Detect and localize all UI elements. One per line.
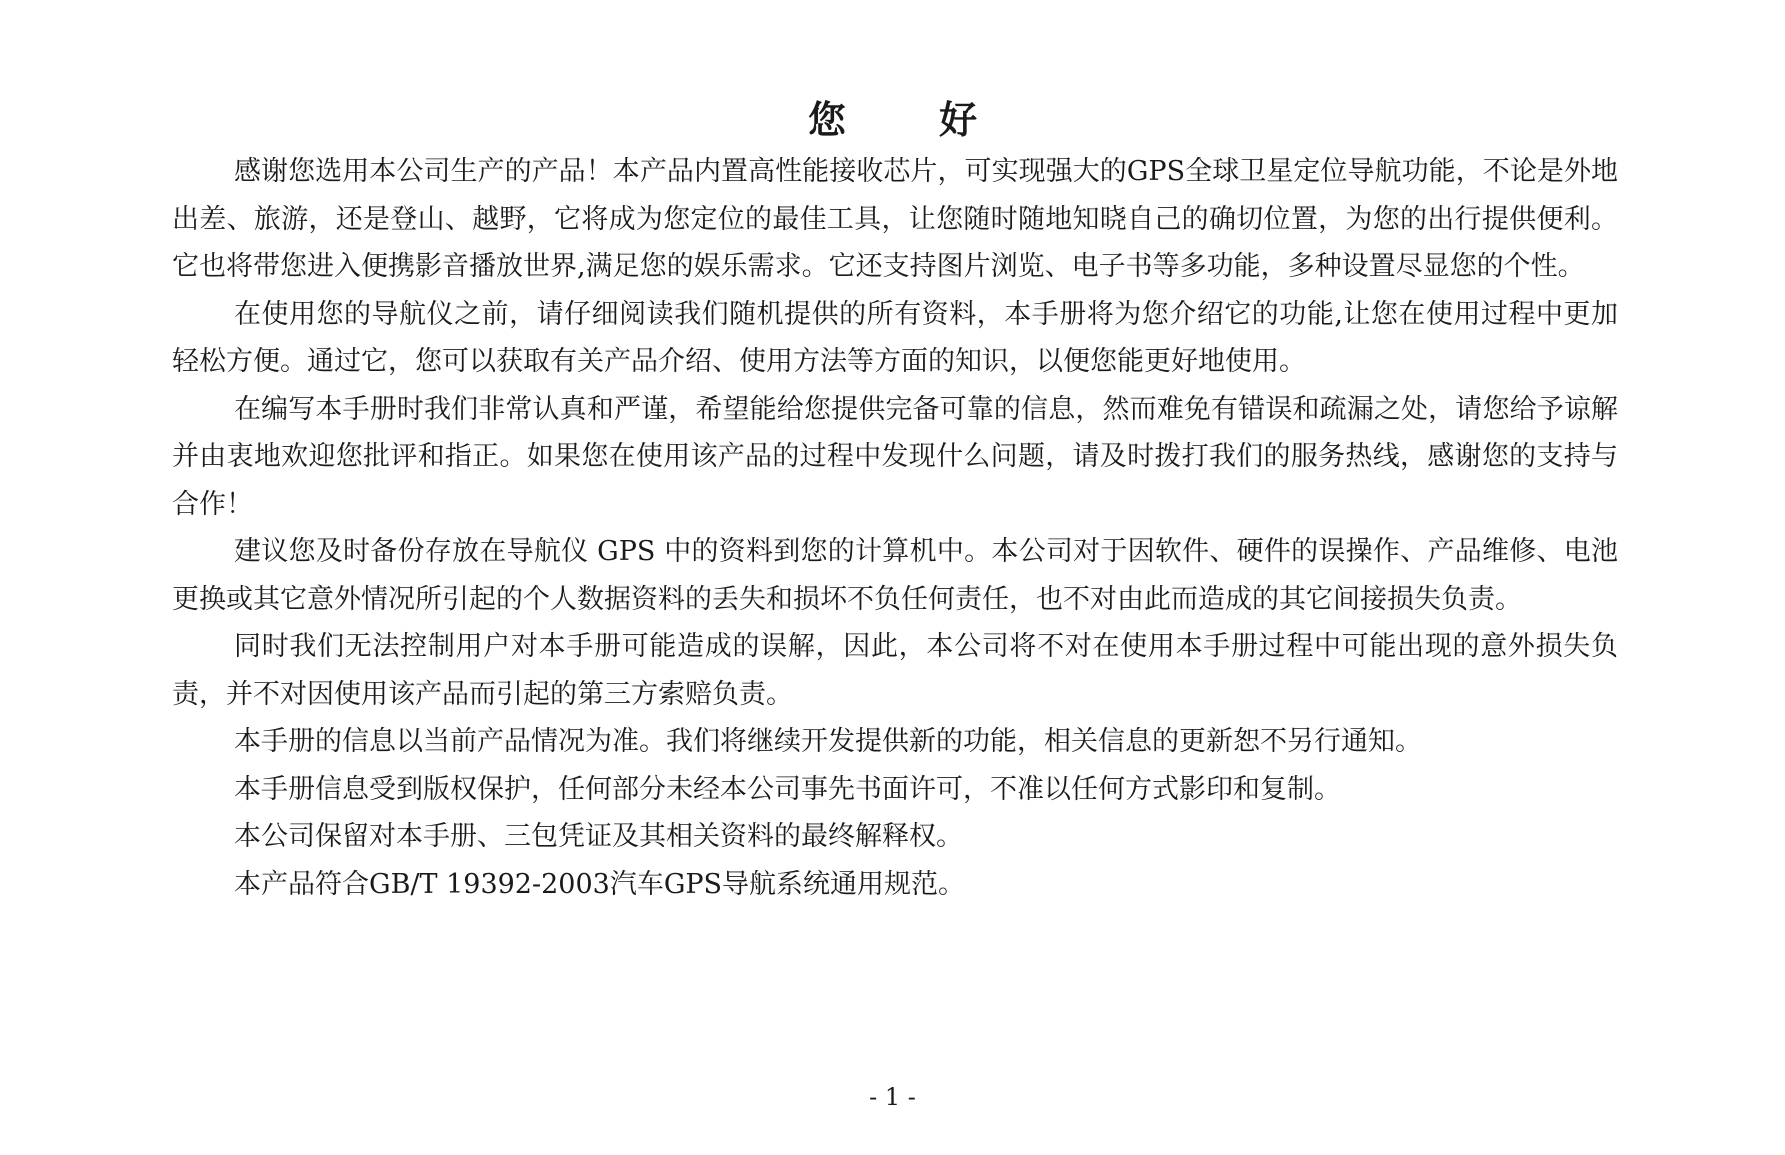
page-number: - 1 - <box>869 1083 916 1111</box>
body-text <box>172 148 1618 908</box>
page-title: 您 好 <box>807 97 1018 142</box>
paragraph-read-manual: 在使用您的导航仪之前，请仔细阅读我们随机提供的所有资料，本手册将为您介绍它的功能,让您在使用过程中更加轻松方便。通过它，您可以获取有关产品介绍、使用方法等方面的知识，以便您能更好地使用。 <box>172 298 1618 377</box>
paragraph-backup: 建议您及时备份存放在导航仪 GPS 中的资料到您的计算机中。本公司对于因软件、硬件的误操作、产品维修、电池更换或其它意外情况所引起的个人数据资料的丢失和损坏不负任何责任，也不对由此而造成的其它间接损失负责。 <box>172 536 1618 615</box>
paragraph-updates: 本手册的信息以当前产品情况为准。我们将继续开发提供新的功能，相关信息的更新恕不另行通知。 <box>234 726 1422 757</box>
paragraph-interpretation: 本公司保留对本手册、三包凭证及其相关资料的最终解释权。 <box>234 821 963 852</box>
paragraph-intro: 感谢您选用本公司生产的产品！本产品内置高性能接收芯片，可实现强大的GPS全球卫星定位导航功能，不论是外地出差、旅游，还是登山、越野，它将成为您定位的最佳工具，让您随时随地知晓自己的确切位置，为您的出行提供便利。它也将带您进入便携影音播放世界,满足您的娱乐需求。它还支持图片浏览、电子书等多功能，多种设置尽显您的个性。 <box>172 156 1618 282</box>
paragraph-liability: 同时我们无法控制用户对本手册可能造成的误解，因此，本公司将不对在使用本手册过程中可能出现的意外损失负责，并不对因使用该产品而引起的第三方索赔负责。 <box>172 631 1618 710</box>
paragraph-copyright: 本手册信息受到版权保护，任何部分未经本公司事先书面许可，不准以任何方式影印和复制。 <box>234 773 1341 805</box>
paragraph-standard: 本产品符合GB/T 19392-2003汽车GPS导航系统通用规范。 <box>234 868 966 900</box>
paragraph-feedback: 在编写本手册时我们非常认真和严谨，希望能给您提供完备可靠的信息，然而难免有错误和疏漏之处，请您给予谅解并由衷地欢迎您批评和指正。如果您在使用该产品的过程中发现什么问题，请及时拨打我们的服务热线，感谢您的支持与合作！ <box>172 393 1618 520</box>
